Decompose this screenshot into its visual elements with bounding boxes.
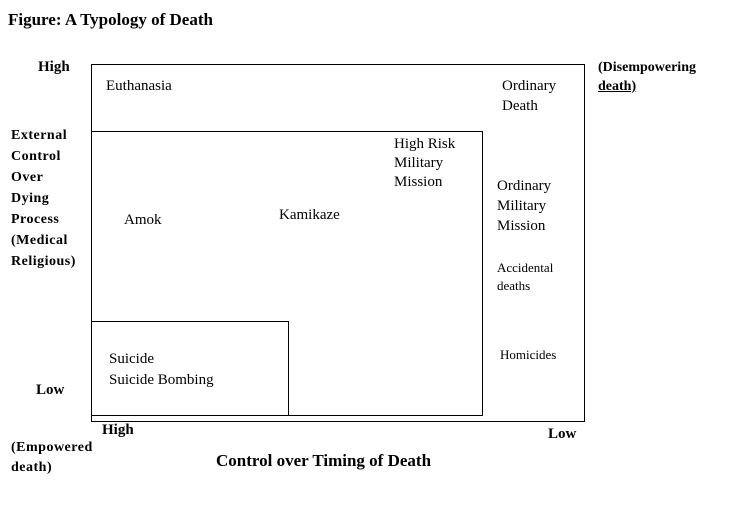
kamikaze-label: Kamikaze: [279, 207, 340, 223]
x-axis-high-label: High: [102, 422, 134, 438]
empowered-note: (Empowered death): [11, 440, 93, 475]
ordinary-death-label: Ordinary Death: [502, 78, 557, 114]
high-risk-military-label: High Risk Military Mission: [394, 136, 456, 190]
euthanasia-label: Euthanasia: [106, 78, 172, 94]
disempowering-note: (Disempowering death): [598, 60, 696, 94]
suicide-label: Suicide Suicide Bombing: [109, 351, 214, 388]
y-axis-low-label: Low: [36, 382, 65, 398]
x-axis-low-label: Low: [548, 426, 577, 442]
homicides-label: Homicides: [500, 347, 557, 362]
x-axis-label: Control over Timing of Death: [216, 451, 432, 470]
amok-label: Amok: [124, 212, 162, 228]
accidental-deaths-label: Accidental deaths: [497, 260, 554, 293]
figure-title: Figure: A Typology of Death: [8, 10, 213, 29]
ordinary-military-label: Ordinary Military Mission: [497, 178, 552, 234]
y-axis-label: External Control Over Dying Process (Medical Religious): [11, 128, 76, 269]
y-axis-high-label: High: [38, 59, 70, 75]
